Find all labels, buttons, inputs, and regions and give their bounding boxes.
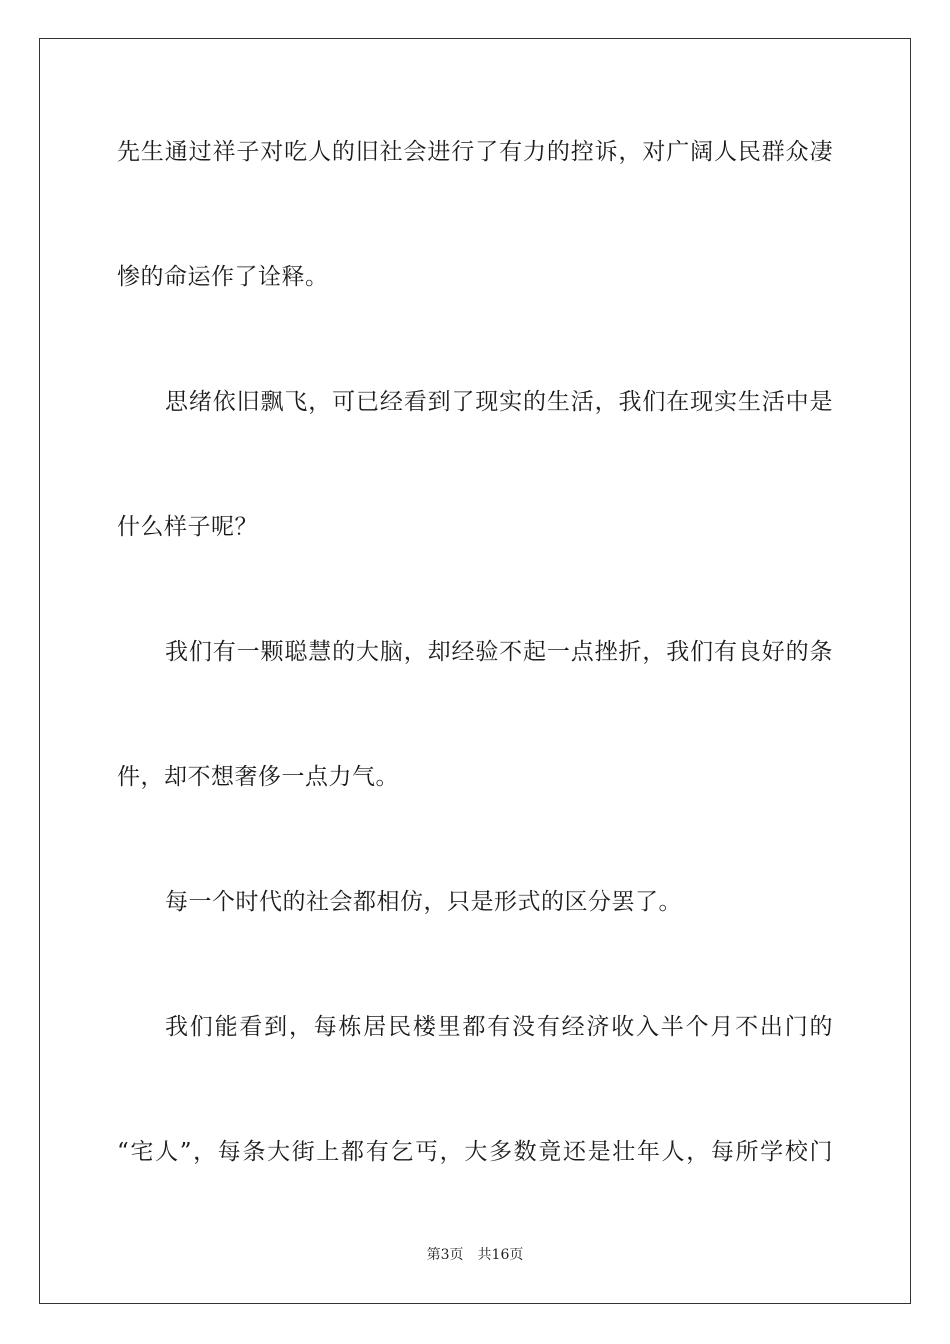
paragraph-line-4: 什么样子呢？	[117, 514, 258, 540]
paragraph-line-1: 先生通过祥子对吃人的旧社会进行了有力的控诉，对广阔人民群众凄	[117, 139, 833, 165]
page-border	[39, 38, 911, 1304]
page-number: 第3页	[426, 1247, 464, 1263]
paragraph-line-5: 我们有一颗聪慧的大脑，却经验不起一点挫折，我们有良好的条	[165, 639, 833, 665]
paragraph-line-3: 思绪依旧飘飞，可已经看到了现实的生活，我们在现实生活中是	[165, 389, 833, 415]
paragraph-line-7: 每一个时代的社会都相仿，只是形式的区分罢了。	[165, 889, 682, 915]
paragraph-line-6: 件，却不想奢侈一点力气。	[117, 764, 399, 790]
paragraph-line-2: 惨的命运作了诠释。	[117, 264, 329, 290]
paragraph-line-8: 我们能看到，每栋居民楼里都有没有经济收入半个月不出门的	[165, 1014, 833, 1040]
page-footer	[0, 1246, 950, 1264]
paragraph-line-9: “宅人”，每条大街上都有乞丐，大多数竟还是壮年人，每所学校门	[117, 1139, 833, 1165]
page-total: 共16页	[477, 1247, 524, 1263]
